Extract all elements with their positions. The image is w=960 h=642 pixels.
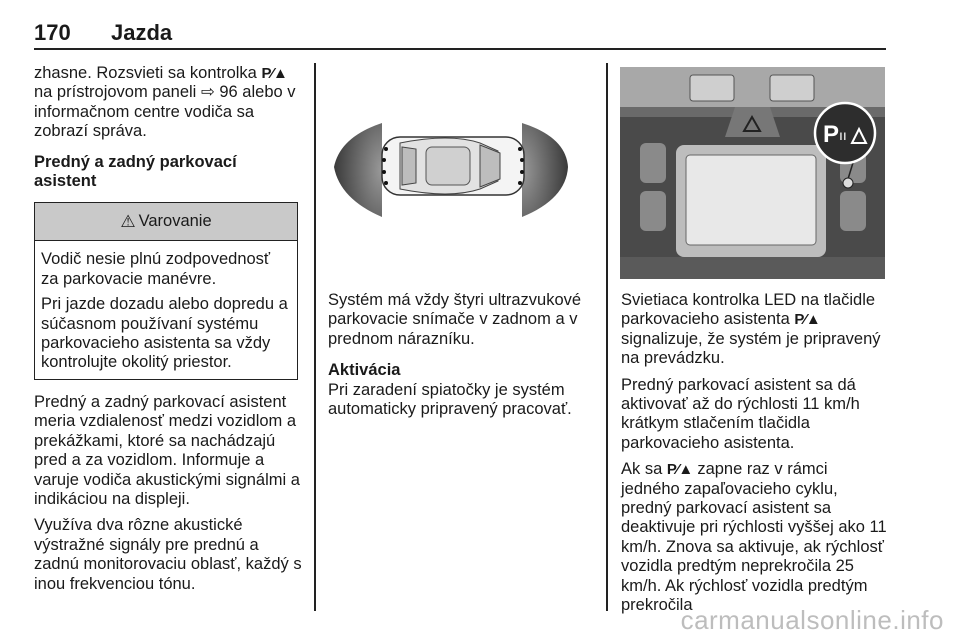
- park-assist-icon: P⁄▲: [794, 311, 821, 329]
- column-3: [621, 291, 889, 623]
- intro-line-2a: na prístrojovom paneli: [34, 83, 197, 102]
- warning-box: [34, 202, 298, 379]
- led-paragraph: Svietiaca kontrolka LED na tlačidle parkovacieho asistenta P⁄▲ signalizuje, že systém je pripravený na prevádzku.: [621, 291, 881, 368]
- sensor-paragraph: Systém má vždy štyri ultrazvukové parkovacie snímače v zadnom a v prednom nárazníku.: [328, 291, 582, 348]
- warning-text-1: Vodič nesie plnú zodpovednosť za parkovacie manévre.: [41, 250, 271, 288]
- dashboard-illustration: [620, 67, 885, 279]
- intro-line-2b: 96 alebo v: [219, 83, 296, 102]
- park-button: [843, 178, 853, 188]
- display-screen: [686, 155, 816, 245]
- watermark: carmanualsonline.info: [680, 605, 944, 635]
- activation-heading: Aktivácia: [328, 361, 401, 380]
- warning-header: [35, 203, 297, 241]
- sound-waves-icon: ıı: [839, 127, 847, 143]
- car-sensor-illustration: [330, 67, 592, 279]
- park-assist-icon: P⁄▲: [666, 461, 693, 479]
- car-top-view: [382, 137, 524, 195]
- park-button-label: P: [823, 121, 840, 148]
- warning-title: Varovanie: [138, 212, 212, 231]
- warning-text-2: Pri jazde dozadu alebo dopredu a súčasnom používaní systému parkovacieho asistenta sa vždy kontrolujte okolitý priestor.: [41, 295, 288, 372]
- page-number: 170: [34, 20, 71, 45]
- column-2: [328, 291, 596, 426]
- deactivation-paragraph: Ak sa P⁄▲ zapne raz v rámci jedného zapaľovacieho cyklu, predný parkovací asistent sa deaktivuje pri rýchlosti vyššej ako 11 km/h. Znova sa aktivuje, ak rýchlosť vozidla predtým neprekročila 25 km/h. Ak rýchlosť vozidla predtým prekročila: [621, 460, 887, 615]
- intro-paragraph: [34, 64, 304, 142]
- body-paragraph-2: Využíva dva rôzne akustické výstražné signály pre prednú a zadnú monitorovaciu oblasť, každý s inou frekvenciou tónu.: [34, 516, 302, 593]
- warning-icon: ⚠: [120, 212, 136, 232]
- body-paragraph-1: Predný a zadný parkovací asistent meria vzdialenosť medzi vozidlom a prekážkami, ktoré sa nachádzajú pred a za vozidlom. Informuje a varuje vodiča akustickými signálmi a indikáciou na displeji.: [34, 392, 300, 508]
- activation-speed-paragraph: Predný parkovací asistent sa dá aktivovať až do rýchlosti 11 km/h krátkym stlačením tlačidla parkovacieho asistenta.: [621, 375, 860, 452]
- warning-body: [35, 241, 297, 378]
- column-divider-1: [314, 63, 316, 611]
- dashboard-photo: [620, 67, 885, 279]
- page-ref-icon: ⇨: [200, 83, 215, 102]
- section-title: Jazda: [111, 20, 173, 45]
- park-assist-icon: P⁄▲: [261, 65, 288, 82]
- header-rule: [34, 48, 886, 50]
- intro-line-3: informačnom centre vodiča sa: [34, 102, 255, 121]
- intro-line-4: zobrazí správa.: [34, 122, 147, 141]
- column-1: [34, 64, 304, 601]
- section-heading: Predný a zadný parkovací asistent: [34, 152, 237, 191]
- activation-paragraph: Pri zaradení spiatočky je systém automaticky pripravený pracovať.: [328, 380, 572, 419]
- sensor-diagram: [330, 67, 592, 279]
- column-divider-2: [606, 63, 608, 611]
- intro-line-1: zhasne. Rozsvieti sa kontrolka: [34, 64, 257, 82]
